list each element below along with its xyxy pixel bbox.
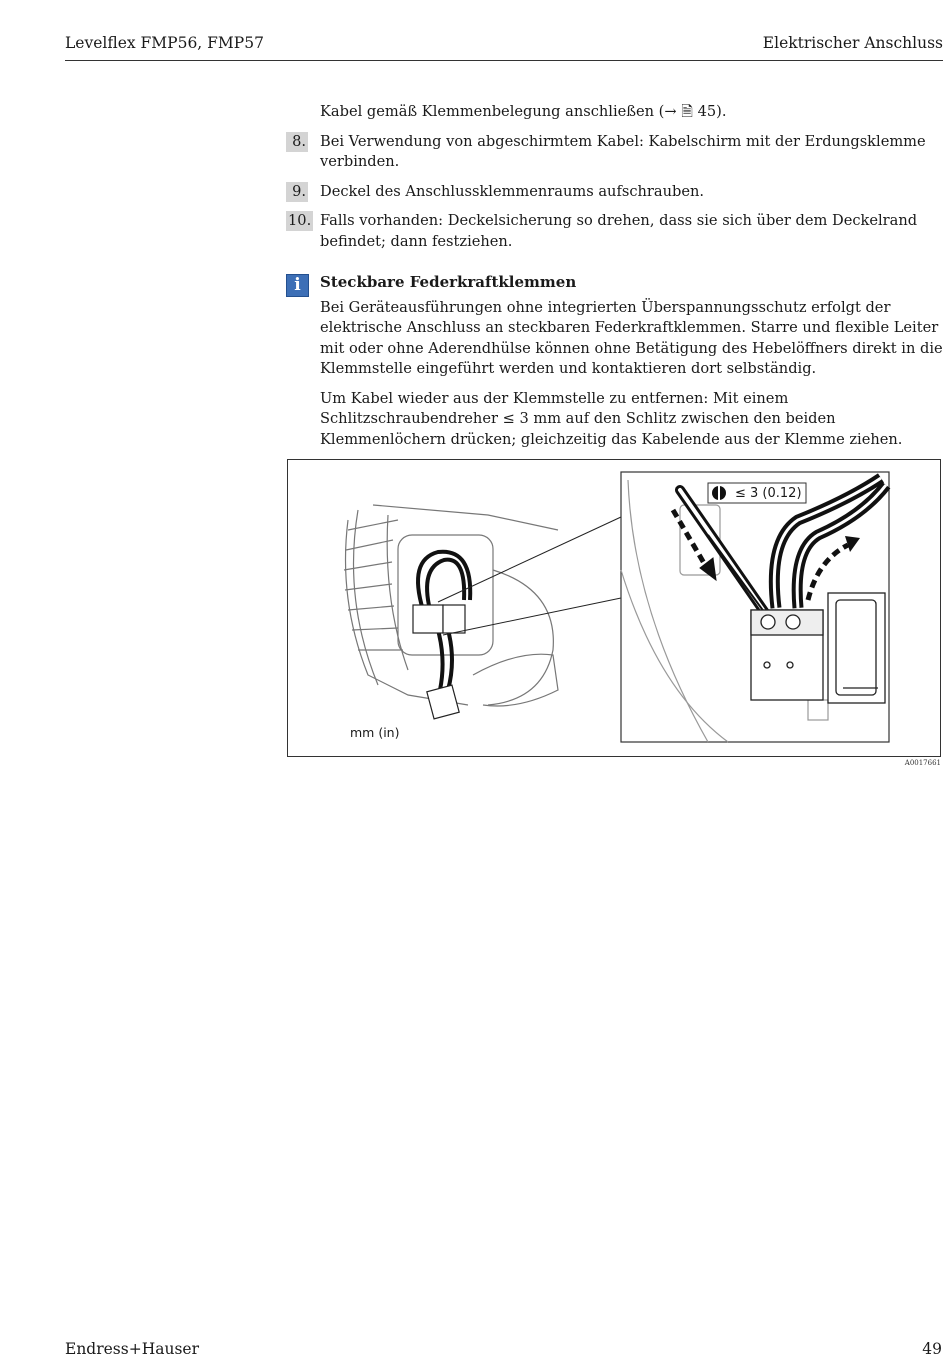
step-continuation bbox=[286, 102, 946, 123]
note-paragraph: Bei Geräteausführungen ohne integrierten Überspannungsschutz erfolgt der elektrische Anschluss an steckbaren Federkraftklemmen. Starre und flexible Leiter mit oder ohne Aderendhülse können ohne Betätigung des Hebelöffners direkt in die Klemmstelle eingeführt werden und kontaktieren dort selbständig. bbox=[320, 298, 943, 377]
header-section: Elektrischer Anschluss bbox=[762, 34, 943, 52]
note-title: Steckbare Federkraftklemmen bbox=[320, 273, 577, 291]
footer-brand: Endress+Hauser bbox=[65, 1340, 199, 1358]
info-note bbox=[286, 272, 946, 450]
page-header bbox=[65, 32, 943, 61]
step-number: 10. bbox=[288, 212, 312, 229]
note-paragraph: Um Kabel wieder aus der Klemmstelle zu entfernen: Mit einem Schlitzschraubendreher ≤ 3 mm auf den Schlitz zwischen den beiden Klemmenlöchern drücken; gleichzeitig das Kabelende aus der Klemme ziehen. bbox=[320, 389, 903, 448]
terminal-illustration bbox=[288, 460, 942, 758]
step-text: Falls vorhanden: Deckelsicherung so drehen, dass sie sich über dem Deckelrand befindet; dann festziehen. bbox=[320, 212, 918, 250]
zoom-terminal-drawing bbox=[751, 593, 885, 703]
step-text: Deckel des Anschlussklemmenraums aufschrauben. bbox=[320, 182, 705, 200]
page-number: 49 bbox=[922, 1340, 942, 1358]
main-content bbox=[286, 102, 946, 459]
info-icon: i bbox=[286, 274, 309, 297]
step-number: 8. bbox=[286, 132, 308, 152]
step-number: 9. bbox=[286, 182, 308, 202]
step-text: Bei Verwendung von abgeschirmtem Kabel: Kabelschirm mit der Erdungsklemme verbinden. bbox=[320, 132, 926, 170]
header-product: Levelflex FMP56, FMP57 bbox=[65, 34, 264, 52]
step-text: Kabel gemäß Klemmenbelegung anschließen (→ 🗎 45). bbox=[320, 103, 727, 120]
terminal-blocks-drawing bbox=[413, 605, 465, 719]
figure-code: A0017661 bbox=[904, 759, 941, 767]
terminal-figure bbox=[287, 459, 941, 757]
figure-unit-label: mm (in) bbox=[350, 725, 400, 740]
step-10 bbox=[286, 211, 946, 252]
step-9 bbox=[286, 182, 946, 203]
step-8 bbox=[286, 132, 946, 173]
figure-dimension-label: ≤ 3 (0.12) bbox=[735, 486, 802, 501]
